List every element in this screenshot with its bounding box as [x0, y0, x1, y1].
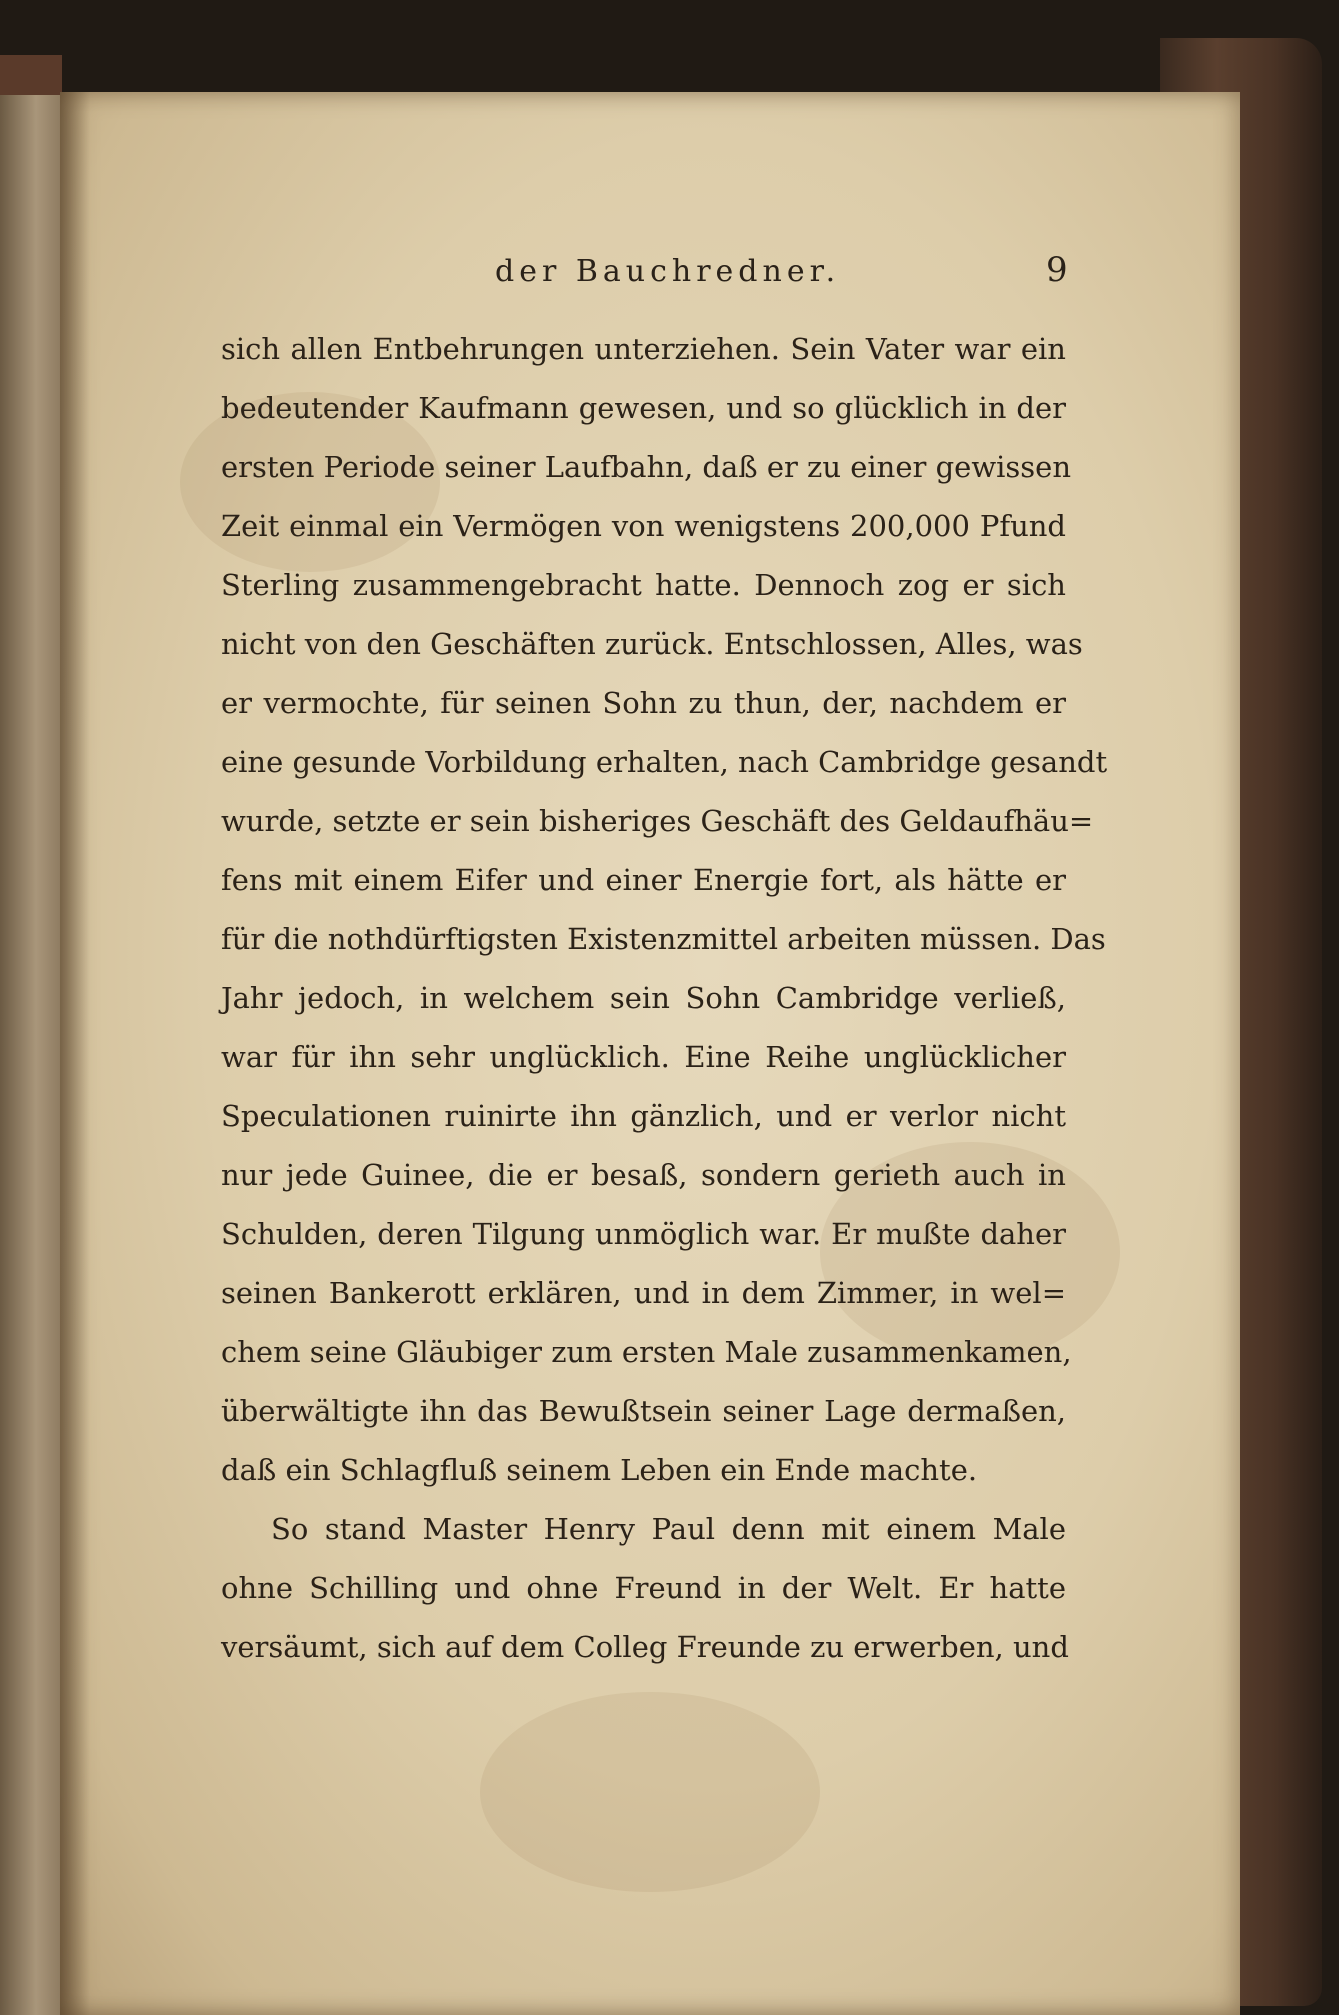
text-line: wurde, setzte er sein bisheriges Geschäft des Geldaufhäu=: [221, 804, 1094, 838]
text-line: ohne Schilling und ohne Freund in der Welt. Er hatte: [221, 1571, 1066, 1605]
text-line: ersten Periode seiner Laufbahn, daß er zu einer gewissen: [221, 450, 1072, 484]
paper-stain: [480, 1692, 820, 1892]
text-line: eine gesunde Vorbildung erhalten, nach Cambridge gesandt: [221, 745, 1108, 779]
text-line: war für ihn sehr unglücklich. Eine Reihe unglücklicher: [221, 1040, 1066, 1074]
text-line: versäumt, sich auf dem Colleg Freunde zu erwerben, und: [221, 1630, 1069, 1664]
text-line: er vermochte, für seinen Sohn zu thun, der, nachdem er: [221, 686, 1066, 720]
text-line: Zeit einmal ein Vermögen von wenigstens 200,000 Pfund: [221, 509, 1066, 543]
gutter-shadow: [60, 92, 90, 2015]
page-header: [0, 250, 1339, 290]
text-line: bedeutender Kaufmann gewesen, und so glücklich in der: [221, 391, 1066, 425]
text-line: nicht von den Geschäften zurück. Entschlossen, Alles, was: [221, 627, 1083, 661]
text-line: für die nothdürftigsten Existenzmittel arbeiten müssen. Das: [221, 922, 1106, 956]
page-number: 9: [1046, 250, 1068, 290]
text-line: überwältigte ihn das Bewußtsein seiner Lage dermaßen,: [221, 1394, 1066, 1428]
text-line: Speculationen ruinirte ihn gänzlich, und er verlor nicht: [221, 1099, 1066, 1133]
text-line: nur jede Guinee, die er besaß, sondern gerieth auch in: [221, 1158, 1066, 1192]
running-title: der Bauchredner.: [495, 254, 841, 289]
text-line-paragraph-start: So stand Master Henry Paul denn mit einem Male: [271, 1512, 1066, 1546]
text-line: Schulden, deren Tilgung unmöglich war. Er mußte daher: [221, 1217, 1066, 1251]
text-line: seinen Bankerott erklären, und in dem Zimmer, in wel=: [221, 1276, 1066, 1310]
text-line: chem seine Gläubiger zum ersten Male zusammenkamen,: [221, 1335, 1072, 1369]
text-line: fens mit einem Eifer und einer Energie fort, als hätte er: [221, 863, 1066, 897]
facing-page-edge: [0, 95, 60, 2015]
text-line: Jahr jedoch, in welchem sein Sohn Cambridge verließ,: [221, 981, 1066, 1015]
body-text: [221, 320, 1108, 1677]
text-line: sich allen Entbehrungen unterziehen. Sein Vater war ein: [221, 332, 1066, 366]
text-line: Sterling zusammengebracht hatte. Dennoch zog er sich: [221, 568, 1066, 602]
text-line-paragraph-end: daß ein Schlagfluß seinem Leben ein Ende machte.: [221, 1453, 978, 1487]
